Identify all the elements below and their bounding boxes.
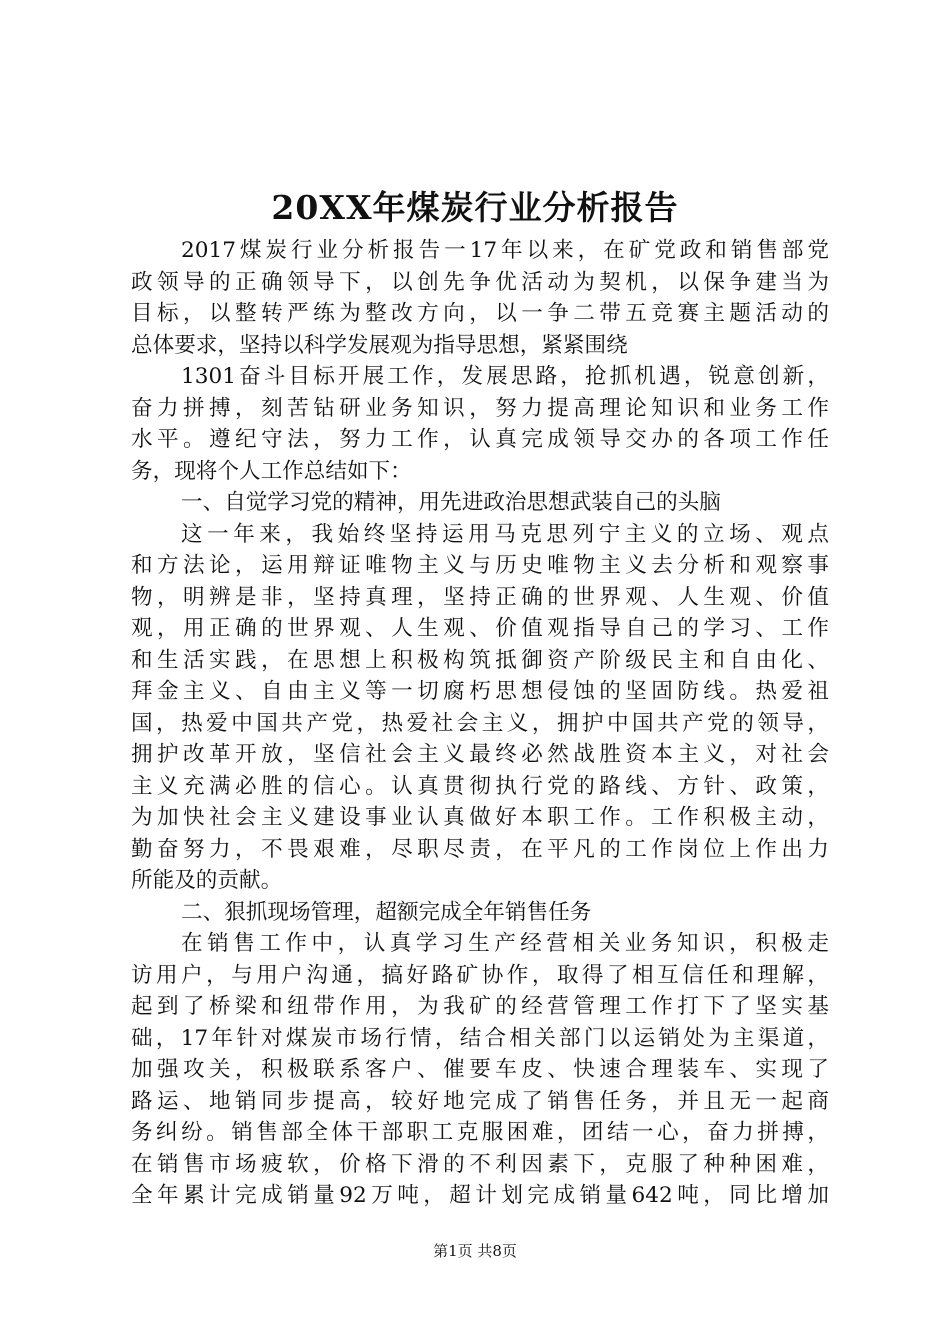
text-line: 全年累计完成销量92万吨，超计划完成销量642吨，同比增加 bbox=[131, 1183, 829, 1208]
text-line: 加强攻关，积极联系客户、催要车皮、快速合理装车、实现了 bbox=[131, 1057, 829, 1082]
document-body bbox=[131, 235, 829, 1212]
text-line: 拥护改革开放，坚信社会主义最终必然战胜资本主义，对社会 bbox=[131, 742, 829, 767]
text-line: 目标，以整转严练为整改方向，以一争二带五竞赛主题活动的 bbox=[131, 301, 829, 326]
text-line: 起到了桥梁和纽带作用，为我矿的经营管理工作打下了坚实基 bbox=[131, 994, 829, 1019]
text-line: 一、自觉学习党的精神，用先进政治思想武装自己的头脑 bbox=[181, 490, 721, 515]
document-title: 20XX年煤炭行业分析报告 bbox=[271, 188, 679, 227]
text-line: 在销售市场疲软，价格下滑的不利因素下，克服了种种困难， bbox=[131, 1151, 829, 1177]
text-line: 础，17年针对煤炭市场行情，结合相关部门以运销处为主渠道， bbox=[131, 1025, 829, 1051]
text-line: 奋力拼搏，刻苦钻研业务知识，努力提高理论知识和业务工作 bbox=[131, 395, 829, 421]
text-line: 拜金主义、自由主义等一切腐朽思想侵蚀的坚固防线。热爱祖 bbox=[131, 679, 829, 704]
text-line: 1301奋斗目标开展工作，发展思路，抢抓机遇，锐意创新， bbox=[181, 364, 829, 389]
text-line: 路运、地销同步提高，较好地完成了销售任务，并且无一起商 bbox=[131, 1088, 829, 1114]
text-line: 为加快社会主义建设事业认真做好本职工作。工作积极主动， bbox=[131, 805, 829, 830]
text-line: 观，用正确的世界观、人生观、价值观指导自己的学习、工作 bbox=[131, 616, 829, 641]
text-line: 主义充满必胜的信心。认真贯彻执行党的路线、方针、政策， bbox=[131, 773, 829, 799]
text-line: 水平。遵纪守法，努力工作，认真完成领导交办的各项工作任 bbox=[131, 427, 829, 452]
text-line: 这一年来，我始终坚持运用马克思列宁主义的立场、观点 bbox=[181, 521, 829, 547]
text-line: 和生活实践，在思想上积极构筑抵御资产阶级民主和自由化、 bbox=[131, 647, 829, 673]
text-line: 国，热爱中国共产党，热爱社会主义，拥护中国共产党的领导， bbox=[131, 710, 829, 736]
text-line: 政领导的正确领导下，以创先争优活动为契机，以保争建当为 bbox=[131, 269, 829, 295]
text-line: 勤奋努力，不畏艰难，尽职尽责，在平凡的工作岗位上作出力 bbox=[131, 836, 829, 862]
page-footer: 第1页 共8页 bbox=[433, 1242, 517, 1260]
text-line: 和方法论，运用辩证唯物主义与历史唯物主义去分析和观察事 bbox=[131, 553, 829, 578]
text-line: 务，现将个人工作总结如下： bbox=[131, 458, 412, 484]
text-line: 所能及的贡献。 bbox=[131, 868, 283, 893]
text-line: 务纠纷。销售部全体干部职工克服困难，团结一心，奋力拼搏， bbox=[131, 1120, 829, 1145]
text-line: 物，明辨是非，坚持真理，坚持正确的世界观、人生观、价值 bbox=[131, 584, 829, 610]
text-line: 在销售工作中，认真学习生产经营相关业务知识，积极走 bbox=[181, 931, 829, 956]
text-line: 总体要求，坚持以科学发展观为指导思想，紧紧围绕 bbox=[131, 332, 628, 358]
text-line: 二、狠抓现场管理，超额完成全年销售任务 bbox=[181, 899, 592, 925]
text-line: 访用户，与用户沟通，搞好路矿协作，取得了相互信任和理解， bbox=[131, 962, 829, 988]
text-line: 2017煤炭行业分析报告一17年以来，在矿党政和销售部党 bbox=[181, 238, 829, 263]
